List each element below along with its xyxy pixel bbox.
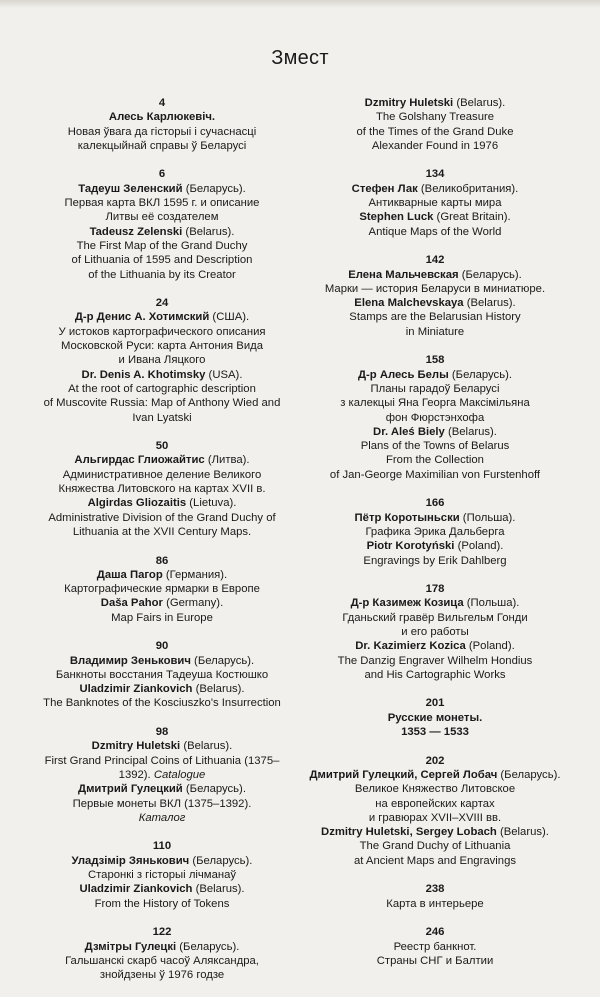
toc-line (300, 453, 570, 467)
toc-line (300, 182, 570, 196)
toc-line (300, 411, 570, 425)
toc-line (300, 811, 570, 825)
toc-author: Альгирдас Глиожайтис (74, 454, 205, 467)
toc-author: Dr. Kazimierz Kozica (355, 640, 466, 653)
toc-line (300, 897, 570, 911)
toc-left-column (27, 96, 297, 997)
toc-line (300, 396, 570, 410)
toc-line (300, 268, 570, 282)
toc-author-country: (Беларусь). (189, 854, 253, 867)
toc-author-country: (Беларусь). (176, 940, 240, 953)
toc-entry (27, 554, 297, 625)
toc-author: Uladzimir Ziankovich (79, 683, 193, 696)
toc-page-number: 50 (155, 440, 169, 453)
toc-author-country: (Польша). (463, 597, 520, 610)
toc-line (27, 854, 297, 868)
toc-entry (27, 925, 297, 982)
toc-author: Д-р Казимеж Козица (350, 597, 464, 610)
toc-text: Великое Княжество Литовское (354, 783, 516, 796)
toc-text: Ivan Lyatski (132, 411, 192, 424)
toc-text: Каталог (138, 811, 186, 824)
toc-line (300, 210, 570, 224)
toc-line (300, 325, 570, 339)
toc-line (300, 282, 570, 296)
toc-author-country: (Беларусь). (182, 182, 246, 195)
toc-line (27, 797, 297, 811)
toc-text: фон Фюрстэнхофа (385, 411, 485, 424)
toc-line (27, 182, 297, 196)
toc-text: 1392). (118, 768, 154, 781)
toc-line (27, 110, 297, 124)
toc-line (27, 654, 297, 668)
toc-line (300, 797, 570, 811)
toc-line (27, 310, 297, 324)
toc-author-country: (Беларусь). (458, 268, 522, 281)
toc-line (27, 782, 297, 796)
toc-text: Engravings by Erik Dahlberg (363, 554, 507, 567)
toc-line (27, 940, 297, 954)
toc-text: Марки — история Беларуси в миниатюре. (324, 282, 546, 295)
toc-text: Банкноты восстания Тадеуша Костюшко (55, 668, 269, 681)
toc-line (27, 382, 297, 396)
toc-page-number: 110 (152, 840, 172, 853)
toc-entry (27, 96, 297, 153)
toc-line (27, 868, 297, 882)
toc-entry (27, 839, 297, 910)
toc-line (300, 668, 570, 682)
toc-text: Первая карта ВКЛ 1595 г. и описание (64, 197, 260, 210)
toc-author: Uladzimir Ziankovich (79, 883, 193, 896)
toc-line (300, 940, 570, 954)
toc-line (27, 582, 297, 596)
toc-author: Algirdas Gliozaitis (87, 497, 187, 510)
toc-text: Литвы её создателем (105, 211, 219, 224)
toc-text: of Muscovite Russia: Map of Anthony Wied and (43, 397, 281, 410)
toc-text: Alexander Found in 1976 (371, 139, 499, 152)
toc-author-country: (USA). (205, 368, 243, 381)
toc-text: Реестр банкнот. (393, 940, 477, 953)
toc-line (27, 368, 297, 382)
toc-author-country: (США). (209, 311, 250, 324)
toc-entry (300, 496, 570, 567)
toc-line (300, 711, 570, 725)
toc-line (27, 325, 297, 339)
toc-author: Д-р Алесь Белы (358, 368, 449, 381)
toc-text: Старонкі з гісторыі лічманаў (87, 869, 237, 882)
toc-line (300, 468, 570, 482)
toc-line (27, 954, 297, 968)
toc-text: The Grand Duchy of Lithuania (359, 840, 511, 853)
toc-line (27, 682, 297, 696)
toc-line (300, 639, 570, 653)
toc-author: Тадеуш Зеленский (78, 182, 183, 195)
toc-line (27, 882, 297, 896)
toc-line (300, 782, 570, 796)
toc-author: Алесь Карлюкевіч. (108, 111, 216, 124)
toc-line (300, 839, 570, 853)
toc-entry (300, 253, 570, 339)
toc-author-country: (Германия). (162, 568, 228, 581)
toc-author: Русские монеты. (387, 711, 483, 724)
toc-entry (27, 296, 297, 425)
toc-text: at Ancient Maps and Engravings (353, 854, 517, 867)
toc-line (27, 253, 297, 267)
toc-author-country: (Lietuva). (186, 497, 237, 510)
toc-author-country: (Belarus). (453, 97, 506, 109)
toc-line (300, 654, 570, 668)
toc-page-number: 142 (425, 254, 445, 267)
toc-line (27, 239, 297, 253)
toc-text: The Banknotes of the Kosciuszko's Insurrection (43, 697, 281, 710)
toc-line (300, 725, 570, 739)
toc-entry (300, 582, 570, 682)
toc-text: The Danzig Engraver Wilhelm Hondius (337, 654, 533, 667)
toc-text: Гальшанскі скарб часоў Аляксандра, (65, 954, 259, 967)
toc-author: Dzmitry Huletski (364, 97, 454, 109)
toc-text: of the Lithuania by its Creator (88, 268, 236, 281)
toc-author: Елена Мальчевская (348, 268, 459, 281)
toc-page-number: 178 (425, 583, 445, 596)
toc-entry (27, 439, 297, 539)
toc-author-country: (Великобритания). (417, 182, 519, 195)
toc-author: 1353 — 1533 (401, 726, 469, 739)
toc-entry (27, 639, 297, 710)
toc-text: и Ивана Ляцкого (118, 354, 206, 367)
toc-line (27, 496, 297, 510)
toc-text: Гданьский гравёр Вильгельм Гонди (342, 611, 528, 624)
toc-author: Dr. Aleś Biely (373, 425, 445, 438)
toc-text: Plans of the Towns of Belarus (360, 440, 510, 453)
toc-line (300, 825, 570, 839)
toc-text: Administrative Division of the Grand Duchy of (48, 511, 276, 524)
toc-author: Дзмітры Гулецкі (84, 940, 177, 953)
toc-author: Piotr Korotyński (366, 540, 455, 553)
toc-line (300, 368, 570, 382)
toc-line (27, 525, 297, 539)
toc-line (27, 396, 297, 410)
toc-entry (300, 882, 570, 911)
toc-text: From the Collection (386, 454, 484, 467)
toc-line (27, 596, 297, 610)
toc-entry (27, 725, 297, 825)
page-top-edge (0, 0, 600, 8)
toc-text: Картографические ярмарки в Европе (64, 583, 260, 596)
toc-line (300, 110, 570, 124)
toc-text: Графика Эрика Дальберга (365, 525, 505, 538)
toc-text: Map Fairs in Europe (111, 611, 213, 624)
toc-text: of the Times of the Grand Duke (356, 125, 514, 138)
toc-line (27, 468, 297, 482)
toc-line (300, 539, 570, 553)
toc-line (300, 296, 570, 310)
toc-text: and His Cartographic Works (364, 668, 506, 681)
toc-author: Stephen Luck (359, 211, 434, 224)
toc-page-number: 202 (425, 754, 445, 767)
toc-text: на европейских картах (375, 797, 495, 810)
toc-entry (300, 96, 570, 153)
toc-page-number: 4 (158, 97, 166, 109)
toc-author-country: (Беларусь). (182, 783, 246, 796)
toc-author: Уладзімір Зянькович (71, 854, 190, 867)
toc-line (27, 897, 297, 911)
toc-text: Княжества Литовского на картах XVII в. (58, 483, 266, 496)
toc-line (27, 768, 297, 782)
toc-author: Dzmitry Huletski (91, 740, 181, 753)
toc-line (27, 696, 297, 710)
toc-entry (300, 696, 570, 739)
page-title: Змест (271, 47, 329, 69)
toc-text: in Miniature (405, 325, 465, 338)
toc-page-number: 158 (425, 354, 445, 367)
toc-line (300, 625, 570, 639)
toc-line (27, 411, 297, 425)
toc-line (27, 353, 297, 367)
toc-line (27, 210, 297, 224)
toc-line (27, 568, 297, 582)
toc-page-number: 6 (158, 168, 166, 181)
toc-author: Dzmitry Huletski, Sergey Lobach (321, 826, 497, 839)
toc-right-column (300, 96, 570, 982)
toc-line (300, 525, 570, 539)
toc-text: Первые монеты ВКЛ (1375–1392). (72, 797, 252, 810)
toc-entry (300, 754, 570, 868)
toc-text: Stamps are the Belarusian History (349, 311, 521, 324)
toc-line (300, 139, 570, 153)
toc-page-number: 238 (425, 883, 445, 896)
toc-line (27, 511, 297, 525)
toc-page-number: 90 (155, 640, 169, 653)
toc-author-country: (Литва). (204, 454, 250, 467)
toc-text: From the History of Tokens (94, 897, 230, 910)
toc-line (27, 482, 297, 496)
toc-line (300, 225, 570, 239)
toc-line (27, 611, 297, 625)
toc-line (300, 125, 570, 139)
toc-line (300, 511, 570, 525)
toc-author-country: (Belarus). (496, 826, 549, 839)
toc-line (27, 268, 297, 282)
toc-author: Dr. Denis A. Khotimsky (81, 368, 206, 381)
toc-line (300, 96, 570, 110)
toc-text: Антикварные карты мира (368, 197, 502, 210)
toc-line (300, 382, 570, 396)
toc-text: of Lithuania of 1595 and Description (71, 254, 253, 267)
toc-text: Новая ўвага да гісторыі і сучаснасці (67, 125, 257, 138)
toc-entry (27, 167, 297, 281)
toc-line (300, 854, 570, 868)
toc-line (27, 125, 297, 139)
toc-author-country: (Польша). (459, 511, 516, 524)
toc-text: Карта в интерьере (386, 897, 484, 910)
toc-text-italic: Catalogue (153, 768, 206, 781)
toc-author: Tadeusz Zelenski (89, 225, 183, 238)
toc-line (300, 554, 570, 568)
toc-text: калекцыйнай справы ў Беларусі (77, 139, 247, 152)
toc-author: Дмитрий Гулецкий, Сергей Лобач (309, 768, 498, 781)
toc-text: of Jan-George Maximilian von Furstenhoff (329, 468, 541, 481)
toc-line (27, 739, 297, 753)
toc-author-country: (Belarus). (444, 425, 497, 438)
toc-text: и гравюрах XVII–XVIII вв. (368, 811, 502, 824)
toc-author-country: (Belarus). (192, 883, 245, 896)
toc-page-number: 134 (425, 168, 445, 181)
toc-line (300, 611, 570, 625)
toc-page-number: 86 (155, 554, 169, 567)
toc-text: з калекцыі Яна Георга Максімільяна (340, 397, 530, 410)
toc-page-number: 24 (155, 297, 169, 310)
toc-author-country: (Great Britain). (433, 211, 511, 224)
toc-author: Владимир Зенькович (69, 654, 191, 667)
toc-author-country: (Беларусь). (190, 654, 255, 667)
toc-line (27, 668, 297, 682)
toc-author-country: (Poland). (465, 640, 515, 653)
toc-line (27, 339, 297, 353)
toc-author-country: (Belarus). (182, 225, 235, 238)
toc-line (27, 968, 297, 982)
toc-author-country: (Belarus). (463, 297, 516, 310)
toc-text: Московской Руси: карта Антония Вида (60, 340, 264, 353)
toc-line (27, 225, 297, 239)
toc-page-number: 122 (152, 926, 172, 939)
toc-text: Lithuania at the XVII Century Maps. (72, 525, 252, 538)
toc-author: Daša Pahor (100, 597, 163, 610)
toc-page-number: 166 (425, 497, 445, 510)
toc-author: Даша Пагор (96, 568, 163, 581)
toc-author-country: (Belarus). (192, 683, 245, 696)
toc-line (27, 139, 297, 153)
toc-text: Antique Maps of the World (368, 225, 502, 238)
toc-line (27, 754, 297, 768)
toc-author: Стефен Лак (351, 182, 418, 195)
toc-text: У истоков картографического описания (58, 325, 266, 338)
toc-page-number: 201 (425, 697, 445, 710)
toc-author-country: (Germany). (162, 597, 224, 610)
toc-text: и его работы (401, 625, 469, 638)
toc-text: The Golshany Treasure (375, 111, 495, 124)
toc-text: At the root of cartographic description (68, 382, 256, 395)
toc-line (300, 954, 570, 968)
toc-author-country: (Беларусь). (448, 368, 512, 381)
toc-line (27, 811, 297, 825)
toc-page-number: 246 (425, 926, 445, 939)
toc-line (300, 768, 570, 782)
toc-author-country: (Poland). (454, 540, 504, 553)
toc-page-number: 98 (155, 726, 169, 739)
toc-text: First Grand Principal Coins of Lithuania (1375– (44, 754, 280, 767)
toc-author-country: (Беларусь). (497, 768, 561, 781)
toc-text: The First Map of the Grand Duchy (76, 239, 248, 252)
toc-entry (300, 925, 570, 968)
toc-text: знойдзены ў 1976 годзе (99, 969, 225, 982)
toc-text: Административное деление Великого (62, 468, 262, 481)
toc-line (27, 196, 297, 210)
toc-line (300, 310, 570, 324)
toc-line (27, 453, 297, 467)
toc-author: Д-р Денис А. Хотимский (74, 311, 210, 324)
toc-entry (300, 167, 570, 238)
toc-line (300, 425, 570, 439)
toc-author-country: (Belarus). (180, 740, 233, 753)
toc-author: Пётр Коротыньски (354, 511, 460, 524)
toc-line (300, 596, 570, 610)
toc-author: Дмитрий Гулецкий (78, 783, 183, 796)
toc-text: Планы гарадоў Беларусі (370, 382, 500, 395)
toc-text: Страны СНГ и Балтии (376, 954, 494, 967)
toc-author: Elena Malchevskaya (354, 297, 464, 310)
toc-line (300, 196, 570, 210)
toc-line (300, 439, 570, 453)
toc-entry (300, 353, 570, 482)
